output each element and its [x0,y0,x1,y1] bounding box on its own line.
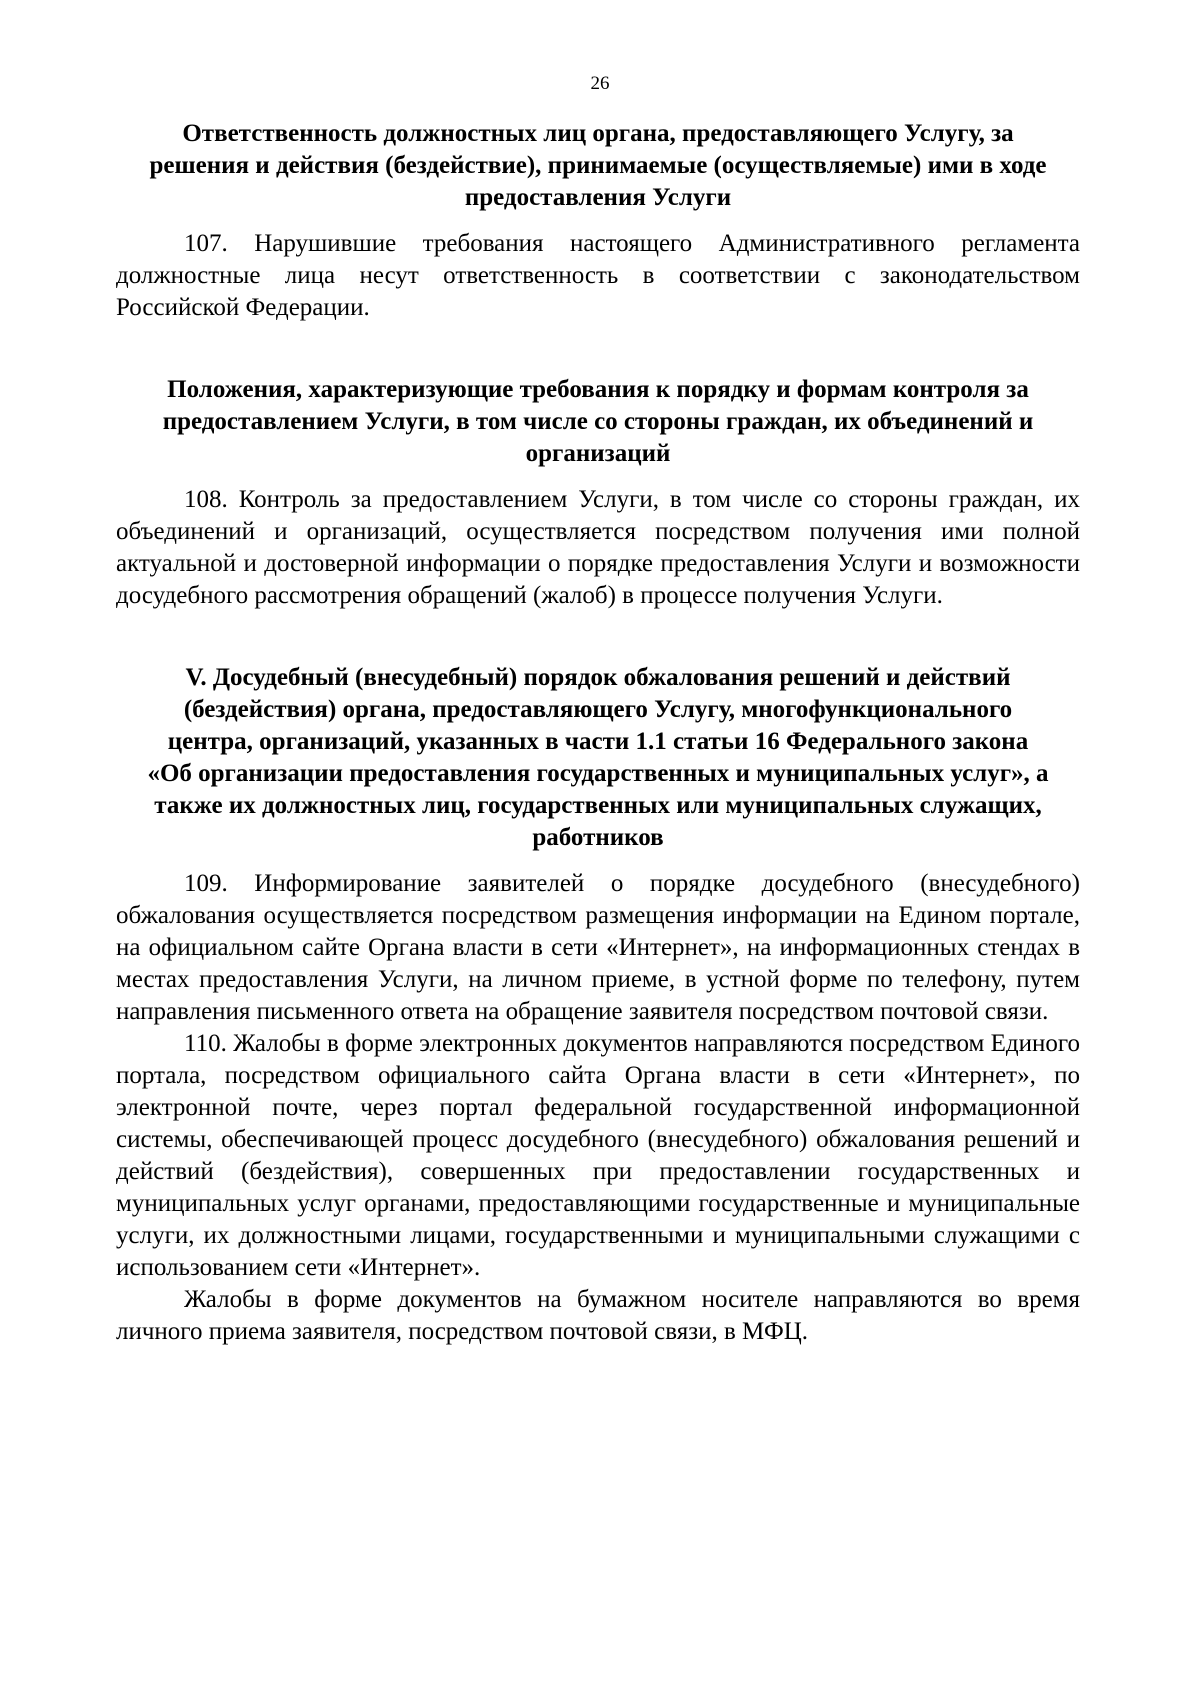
heading-line: V. Досудебный (внесудебный) порядок обжалования решений и действий [185,664,1011,691]
paragraph-108: 108. Контроль за предоставлением Услуги, в том числе со стороны граждан, их объединений и организаций, осуществляется посредством получения ими полной актуальной и достоверной информации о порядке предоставления Услуги и возможности досудебного рассмотрения обращений (жалоб) в процессе получения Услуги. [116,486,1080,609]
heading-line: центра, организаций, указанных в части 1.1 статьи 16 Федерального закона [167,728,1029,755]
section-heading-control [116,374,1080,470]
heading-line: организаций [525,440,671,467]
heading-line: также их должностных лиц, государственных или муниципальных служащих, [154,792,1042,819]
section-heading-responsibility [116,118,1080,214]
heading-line: работников [532,824,664,851]
page-number: 26 [590,73,610,94]
heading-line: решения и действия (бездействие), принимаемые (осуществляемые) ими в ходе [149,152,1047,179]
paragraph-110: 110. Жалобы в форме электронных документов направляются посредством Единого портала, посредством официального сайта Органа власти в сети «Интернет», по электронной почте, через портал федеральной государственной информационной системы, обеспечивающей процесс досудебного (внесудебного) обжалования решений и действий (бездействия), совершенных при предоставлении государственных и муниципальных услуг органами, предоставляющими государственные и муниципальные услуги, их должностными лицами, государственными и муниципальными служащими с использованием сети «Интернет». [116,1030,1080,1281]
heading-line: предоставлением Услуги, в том числе со стороны граждан, их объединений и [162,408,1034,435]
section-heading-appeal [116,662,1080,854]
heading-line: Ответственность должностных лиц органа, предоставляющего Услугу, за [182,120,1014,147]
paragraph-110-continued: Жалобы в форме документов на бумажном носителе направляются во время личного приема заявителя, посредством почтовой связи, в МФЦ. [116,1286,1080,1345]
heading-line: предоставления Услуги [464,184,732,211]
paragraph-107: 107. Нарушившие требования настоящего Административного регламента должностные лица несут ответственность в соответствии с законодательством Российской Федерации. [116,230,1080,321]
heading-line: Положения, характеризующие требования к порядку и формам контроля за [167,376,1029,403]
heading-line: «Об организации предоставления государственных и муниципальных услуг», а [147,760,1049,787]
document-body [116,118,1080,1348]
heading-line: (бездействия) органа, предоставляющего Услугу, многофункционального [183,696,1013,723]
paragraph-109: 109. Информирование заявителей о порядке досудебного (внесудебного) обжалования осуществляется посредством размещения информации на Едином портале, на официальном сайте Органа власти в сети «Интернет», на информационных стендах в местах предоставления Услуги, на личном приеме, в устной форме по телефону, путем направления письменного ответа на обращение заявителя посредством почтовой связи. [116,870,1080,1025]
